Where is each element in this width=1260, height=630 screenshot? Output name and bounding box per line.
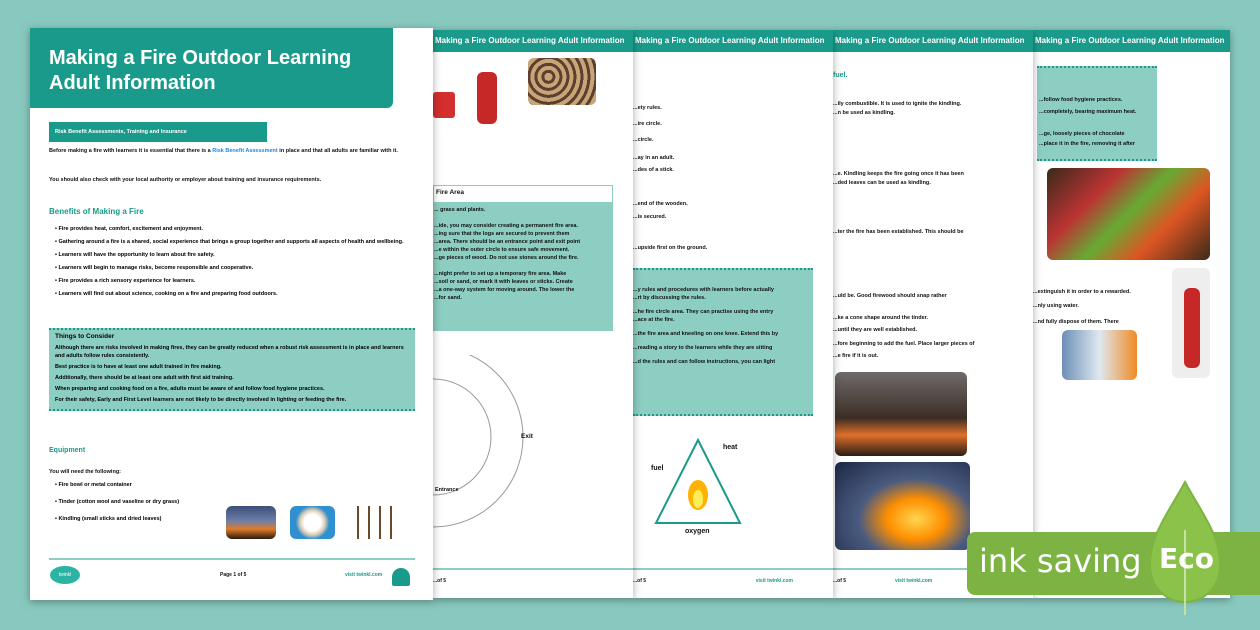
page-header: Making a Fire Outdoor Learning Adult Information — [833, 30, 1033, 52]
fire-area-box-body — [434, 202, 612, 330]
box-line: ...completely, bearing maximum heat. — [1039, 109, 1137, 115]
eco-label: Eco — [1159, 542, 1214, 575]
text-line: ...upside first on the ground. — [633, 245, 708, 251]
ink-saving-label: ink saving — [979, 542, 1142, 580]
text-line: ...ire circle. — [633, 121, 662, 127]
things-to-consider-box — [49, 328, 415, 411]
list-item: • Fire bowl or metal container — [55, 482, 132, 488]
logs-image — [528, 58, 596, 105]
title-band — [30, 28, 393, 108]
box-line: ...reading a story to the learners while they are sitting — [633, 345, 773, 351]
consider-list — [55, 344, 409, 404]
page-2 — [433, 30, 633, 598]
box-line: ... grass and plants. — [434, 207, 486, 213]
box-line: ...place it in the fire, removing it after — [1039, 141, 1135, 147]
page-number: ...of 5 — [833, 578, 847, 584]
box-line: ...soil or sand, or mark it with leaves or sticks. Create — [434, 279, 573, 285]
box-line: ...ace at the fire. — [633, 317, 675, 323]
firefighting-image — [1062, 330, 1137, 380]
box-line: ...ide, you may consider creating a permanent fire area. — [434, 223, 578, 229]
text-line: ...ay in an adult. — [633, 155, 675, 161]
text-line: ...e. Kindling keeps the fire going once it has been — [833, 171, 964, 177]
page-header: Making a Fire Outdoor Learning Adult Information — [433, 30, 633, 52]
page-3 — [633, 30, 833, 598]
box-line: ...e within the outer circle to ensure safe movement. — [434, 247, 570, 253]
box-line: ...night prefer to set up a temporary fire area. Make — [434, 271, 567, 277]
list-item: • Gathering around a fire is a shared, social experience that brings a group together and supports all aspects of health and wellbeing. — [55, 239, 404, 245]
page-header: Making a Fire Outdoor Learning Adult Information — [633, 30, 833, 52]
training-paragraph: You should also check with your local authority or employer about training and insurance requirements. — [49, 177, 322, 183]
section-risk-header: Risk Benefit Assessments, Training and Insurance — [49, 122, 267, 142]
text-line: ...circle. — [633, 137, 654, 143]
box-line: ...ge, loosely pieces of chocolate — [1039, 131, 1125, 137]
list-item: Additionally, there should be at least one adult with first aid training. — [55, 375, 234, 381]
box-title: Fire Area — [434, 186, 612, 202]
cotton-wool-image — [290, 506, 335, 539]
fire-extinguisher-image — [477, 72, 497, 124]
page-number: ...of 5 — [433, 578, 447, 584]
list-item: • Kindling (small sticks and dried leaves) — [55, 516, 162, 522]
fire-area-box — [433, 185, 613, 331]
scotland-tree-icon — [392, 568, 410, 586]
exit-label: Exit — [521, 433, 533, 440]
fire-bucket-image — [433, 92, 455, 118]
box-line: ...ing sure that the logs are secured to prevent them — [434, 231, 570, 237]
fire-circle-diagram — [433, 355, 553, 545]
box-line: ...the fire area and kneeling on one knee. Extend this by — [633, 331, 779, 337]
risk-text-end: in place and that all adults are familiar with it. — [279, 148, 398, 154]
text-line: ...fore beginning to add the fuel. Place larger pieces of — [833, 341, 975, 347]
box-line: ...area. There should be an entrance point and exit point — [434, 239, 581, 245]
text-line: ...ded leaves can be used as kindling. — [833, 180, 931, 186]
box-line: ...ge pieces of wood. Do not use stones around the fire. — [434, 255, 579, 261]
equipment-heading: Equipment — [49, 447, 86, 454]
equipment-list — [49, 481, 219, 532]
bonfire-image — [835, 462, 970, 550]
box-line: ...follow food hygiene practices. — [1039, 97, 1123, 103]
box-line: ...d the rules and can follow instructions, you can light — [633, 359, 776, 365]
text-line: ...ily combustible. It is used to ignite the kindling. — [833, 101, 962, 107]
risk-paragraph — [49, 147, 419, 155]
page-1 — [30, 28, 433, 600]
list-item: • Learners will find out about science, cooking on a fire and preparing food outdoors. — [55, 291, 278, 297]
text-line: ...extinguish it in order to a rewarded. — [1033, 289, 1131, 295]
box-line: ...a one-way system for moving around. The lower the — [434, 287, 575, 293]
equipment-intro: You will need the following: — [49, 469, 122, 475]
rules-box — [633, 268, 813, 416]
list-item: • Learners will begin to manage risks, become responsible and cooperative. — [55, 265, 254, 271]
sticks-image — [352, 506, 397, 539]
text-line: ...n be used as kindling. — [833, 110, 896, 116]
text-line: ...e fire if it is out. — [833, 353, 879, 359]
text-line: ...des of a stick. — [633, 167, 674, 173]
text-line: ...ter the fire has been established. This should be — [833, 229, 964, 235]
text-line: ...ety rules. — [633, 105, 662, 111]
risk-text-start: Before making a fire with learners it is essential that there is a — [49, 148, 211, 154]
list-item: For their safety, Early and First Level learners are not likely to be directly involved in lighting or feeding the fire. — [55, 397, 347, 403]
text-line: ...uld be. Good firewood should snap rather — [833, 293, 947, 299]
text-line: ...nly using water. — [1033, 303, 1079, 309]
hygiene-box — [1037, 66, 1157, 161]
triangle-label-heat: heat — [723, 444, 738, 451]
fire-bowl-image — [226, 506, 276, 539]
kebab-image — [1047, 168, 1210, 260]
page-number: ...of 5 — [633, 578, 647, 584]
triangle-label-oxygen: oxygen — [685, 528, 710, 535]
text-line: ...until they are well established. — [833, 327, 918, 333]
list-item: • Fire provides a rich sensory experience for learners. — [55, 278, 196, 284]
box-line: ...he fire circle area. They can practise using the entry — [633, 309, 774, 315]
list-item: • Learners will have the opportunity to learn about fire safety. — [55, 252, 215, 258]
footer-link[interactable]: visit twinkl.com — [755, 578, 793, 584]
fire-extinguisher-image — [1172, 268, 1210, 378]
list-item: Best practice is to have at least one adult trained in fire making. — [55, 364, 222, 370]
list-item: • Tinder (cotton wool and vaseline or dry grass) — [55, 499, 180, 505]
text-line: ...nd fully dispose of them. There — [1033, 319, 1119, 325]
risk-assessment-link[interactable]: Risk Benefit Assessment — [212, 148, 278, 154]
page-4 — [833, 30, 1033, 598]
campfire-image — [835, 372, 967, 456]
box-line: ...for sand. — [434, 295, 462, 301]
benefits-list — [49, 225, 419, 303]
benefits-heading: Benefits of Making a Fire — [49, 207, 144, 216]
list-item: Although there are risks involved in making fires, they can be greatly reduced when a robust risk assessment is in place and learners and adults follow rules consistently. — [55, 345, 404, 359]
section-heading: fuel. — [833, 72, 848, 79]
text-line: ...is secured. — [633, 214, 667, 220]
page-header: Making a Fire Outdoor Learning Adult Information — [1033, 30, 1230, 52]
twinkl-logo: twinkl — [50, 566, 80, 584]
list-item: When preparing and cooking food on a fire, adults must be aware of and follow food hygiene practices. — [55, 386, 325, 392]
footer-link[interactable]: visit twinkl.com — [345, 572, 383, 578]
text-line: ...end of the wooden. — [633, 201, 688, 207]
entrance-label: Entrance — [435, 487, 459, 493]
page-title: Making a Fire Outdoor Learning Adult Information — [49, 47, 352, 94]
consider-heading: Things to Consider — [55, 333, 115, 340]
box-line: ...y rules and procedures with learners before actually — [633, 287, 774, 293]
triangle-label-fuel: fuel — [651, 465, 664, 472]
footer-link[interactable]: visit twinkl.com — [895, 578, 933, 584]
list-item: • Fire provides heat, comfort, excitement and enjoyment. — [55, 226, 204, 232]
page-number: Page 1 of 5 — [220, 572, 247, 578]
text-line: ...ke a cone shape around the tinder. — [833, 315, 929, 321]
box-line: ...rt by discussing the rules. — [633, 295, 706, 301]
